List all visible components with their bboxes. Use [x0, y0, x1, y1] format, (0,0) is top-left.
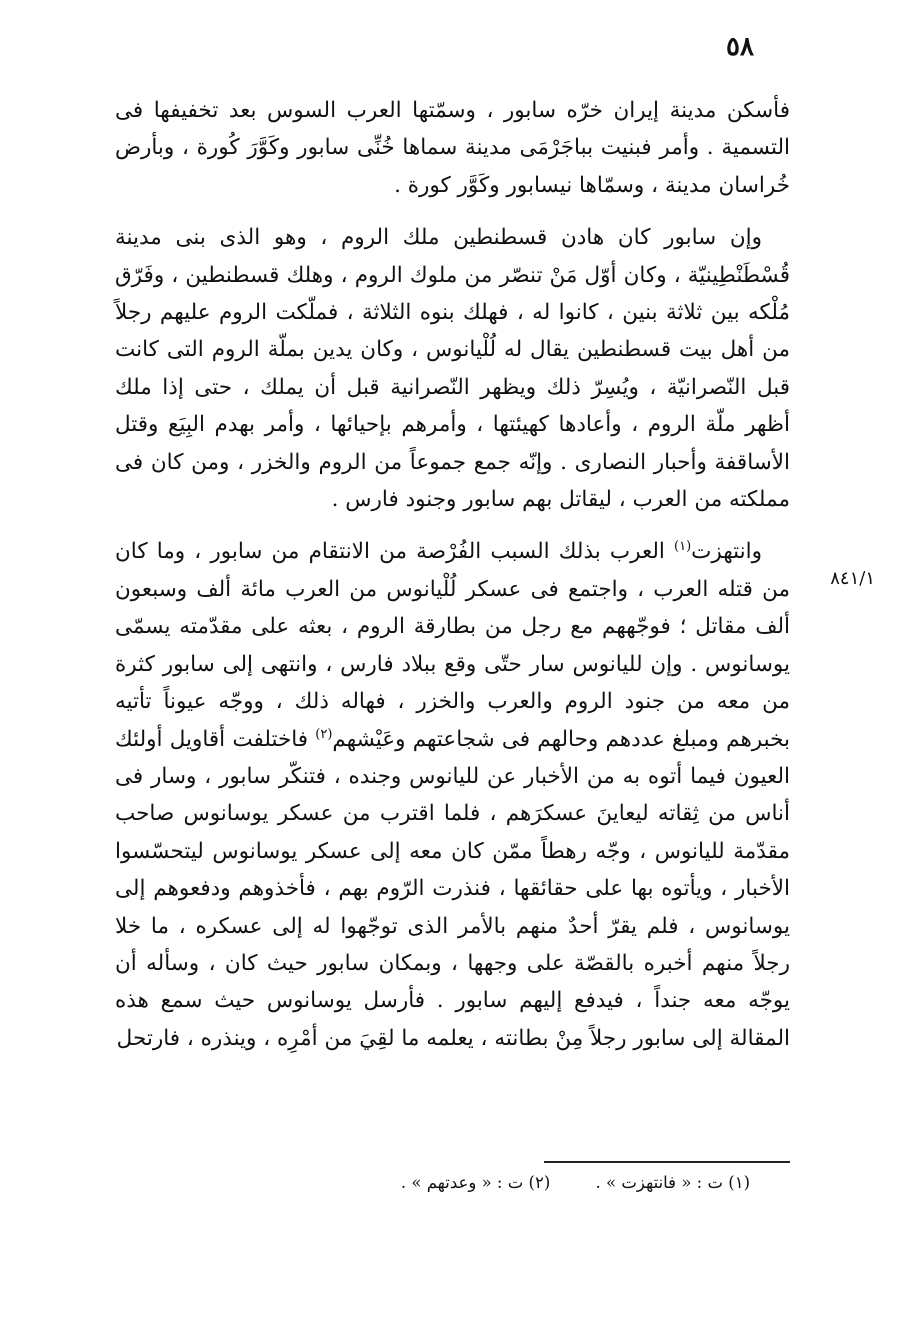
paragraph-3-end: فاختلفت أقاويل أولئك العيون فيما أتوه به من الأخبار عن لليانوس وجنده ، فتنكّر سابور ، وسار فى أناس من ثِقاته ليعاينَ عسكرَهم ، فلما اقترب من عسكر يوسانوس صاحب مقدّمة لليانوس ، وجّه رهطاً ممّن كان معه إلى عسكر يوسانوس ليتحسّسوا الأخبار ، ويأتوه بها على حقائقها ، فنذرت الرّوم بهم ، فأخذوهم ودفعوهم إلى يوسانوس ، فلم يقرّ أحدٌ منهم بالأمر الذى توجّهوا له إلى عسكره ، ما خلا رجلاً منهم أخبره بالقصّة على وجهها ، وبمكان سابور حيث كان ، وسأله أن يوجّه معه جنداً ، فيدفع إليهم سابور . فأرسل يوسانوس حيث سمع هذه المقالة إلى سابور رجلاً مِنْ بطانته ، يعلمه ما لقِيَ من أمْرِه ، وينذره ، فارتحل: [115, 726, 790, 1051]
footnote-1: (١) ت : « فانتهزت » .: [595, 1173, 750, 1192]
paragraph-1: فأسكن مدينة إيران خرّه سابور ، وسمّتها العرب السوس بعد تخفيفها فى التسمية . وأمر فبنيت بباجَرْمَى مدينة سماها خُنِّى سابور وكَوَّرَ كُورة ، وبأرض خُراسان مدينة ، وسمّاها نيسابور وكَوَّر كورة .: [115, 98, 790, 198]
footnote-marker-2: (٢): [315, 726, 333, 742]
footnotes: [330, 1170, 750, 1196]
paragraph-2: وإن سابور كان هادن قسطنطين ملك الروم ، وهو الذى بنى مدينة قُسْطَنْطِينيّة ، وكان أوّل مَنْ تنصّر من ملوك الروم ، وهلك قسطنطين ، وفَرّق مُلْكه بين ثلاثة بنين ، كانوا له ، فهلك بنوه الثلاثة ، فملّكت الروم عليهم رجلاً من أهل بيت قسطنطين يقال له لُلْيانوس ، وكان يدين بملّة الروم التى كانت قبل النّصرانيّة ، ويُسِرّ ذلك ويظهر النّصرانية قبل أن يملك ، حتى إذا ملك أظهر ملّة الروم ، وأعادها كهيئتها ، وأمرهم بإحيائها ، وأمر بهدم البِيَع وقتل الأساقفة وأحبار النصارى . وإنّه جمع جموعاً من الروم والخزر ، ومن كان فى مملكته من العرب ، ليقاتل بهم سابور وجنود فارس .: [115, 225, 790, 513]
footnote-marker-1: (١): [674, 539, 692, 555]
footnote-2: (٢) ت : « وعدتهم » .: [400, 1173, 551, 1192]
main-text: [115, 92, 790, 1057]
paragraph-3-middle: العرب بذلك السبب الفُرْصة من الانتقام من سابور ، وما كان من قتله العرب ، واجتمع فى عسكر لُلْيانوس من العرب مائة ألف وسبعون ألف مقاتل ؛ فوجّههم مع رجل من بطارقة الروم ، بعثه على مقدّمته يسمّى يوسانوس . وإن لليانوس سار حتّى وقع ببلاد فارس ، وانتهى إلى سابور كثرة من معه من جنود الروم والعرب والخزر ، فهاله ذلك ، ووجّه عيوناً تأتيه بخبرهم ومبلغ عددهم وحالهم فى شجاعتهم وعَيْشهم: [115, 539, 790, 752]
paragraph-3: [115, 533, 790, 1057]
margin-reference: ٨٤١/١: [830, 568, 875, 589]
paragraph-3-start: وانتهزت: [691, 539, 762, 565]
page-number: ٥٨: [726, 32, 754, 62]
footnote-divider: [544, 1161, 790, 1163]
